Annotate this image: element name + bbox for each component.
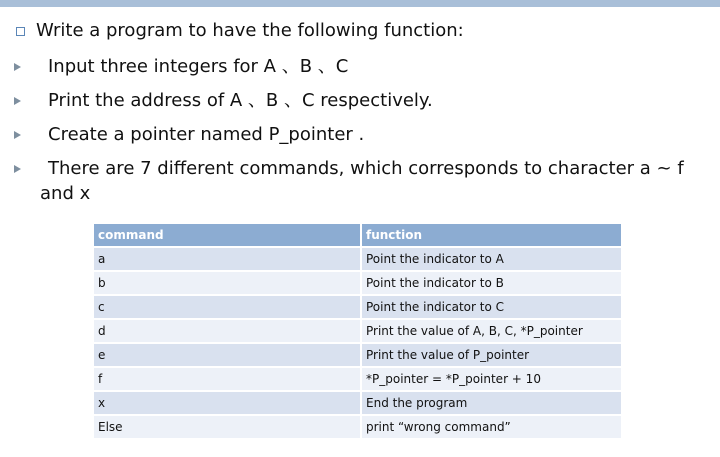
bullet-commands-continued: and x	[40, 183, 91, 204]
command-cell: b	[94, 271, 361, 295]
bullet-pointer: Create a pointer named P_pointer .	[48, 124, 365, 145]
table-row	[94, 391, 621, 415]
arrow-bullet-icon	[14, 97, 21, 105]
command-cell: e	[94, 343, 361, 367]
table-row	[94, 319, 621, 343]
function-cell: Point the indicator to A	[361, 247, 621, 271]
bullet-input: Input three integers for A 、B 、C	[48, 56, 349, 77]
header-command: command	[94, 224, 361, 247]
arrow-bullet-icon	[14, 131, 21, 139]
bullet-address: Print the address of A 、B 、C respectively.	[48, 90, 433, 111]
table-row	[94, 415, 621, 439]
square-bullet-icon	[16, 27, 25, 36]
header-function: function	[361, 224, 621, 247]
table-row	[94, 271, 621, 295]
function-cell: print “wrong command”	[361, 415, 621, 439]
function-cell: Point the indicator to B	[361, 271, 621, 295]
arrow-bullet-icon	[14, 63, 21, 71]
command-cell: x	[94, 391, 361, 415]
command-cell: Else	[94, 415, 361, 439]
bullet-commands: There are 7 different commands, which corresponds to character a ~ f	[48, 158, 684, 179]
command-cell: c	[94, 295, 361, 319]
arrow-bullet-icon	[14, 165, 21, 173]
table-row	[94, 247, 621, 271]
function-cell: Print the value of A, B, C, *P_pointer	[361, 319, 621, 343]
command-cell: d	[94, 319, 361, 343]
heading-text: Write a program to have the following function:	[36, 20, 464, 41]
table-row	[94, 343, 621, 367]
function-cell: Point the indicator to C	[361, 295, 621, 319]
command-cell: f	[94, 367, 361, 391]
function-cell: Print the value of P_pointer	[361, 343, 621, 367]
command-cell: a	[94, 247, 361, 271]
function-cell: End the program	[361, 391, 621, 415]
command-table	[94, 224, 621, 440]
table-header-row	[94, 224, 621, 247]
function-cell: *P_pointer = *P_pointer + 10	[361, 367, 621, 391]
table-row	[94, 367, 621, 391]
top-accent-bar	[0, 0, 720, 7]
table-row	[94, 295, 621, 319]
